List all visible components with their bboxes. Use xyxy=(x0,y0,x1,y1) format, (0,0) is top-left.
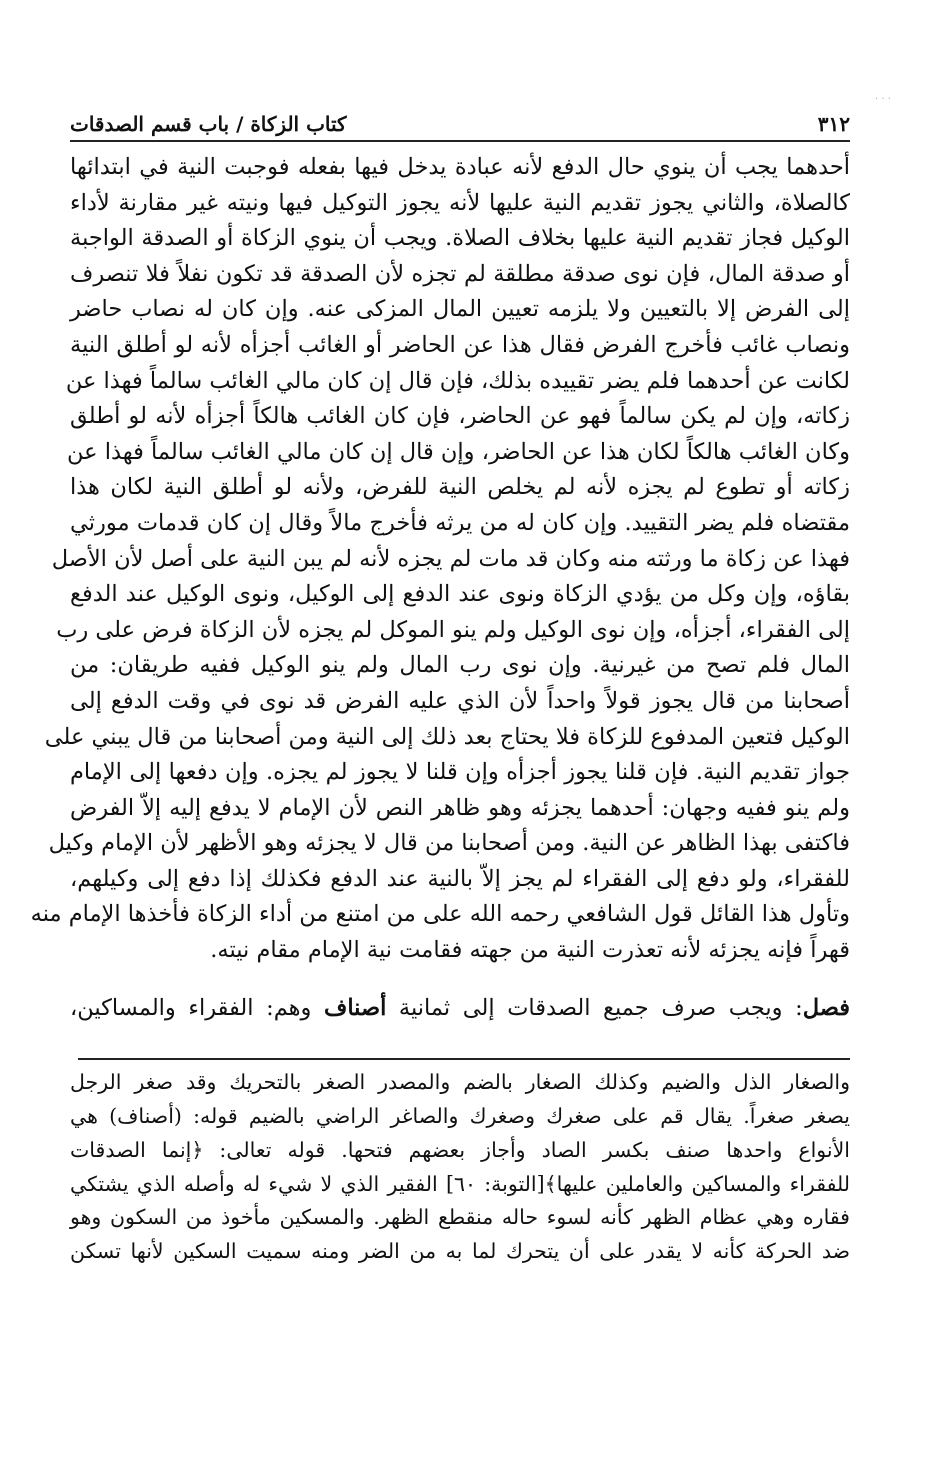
text-line: المال فلم تصح من غيرنية. وإن نوى رب المال ولم ينو الوكيل ففيه طريقان: من xyxy=(70,652,850,679)
text-line: فهذا عن زكاة ما ورثته منه وكان قد مات لم يجزه لأنه لم يبن النية على أصل لأن الأصل xyxy=(51,545,850,572)
text-line: جواز تقديم النية. فإن قلنا يجوز أجزأه وإن قلنا لا يجوز لم يجزه. وإن دفعها إلى الإمام xyxy=(70,759,850,786)
footnote-line: الأنواع واحدها صنف بكسر الصاد وأجاز بعضهم فتحها. قوله تعالى: ﴿إنما الصدقات xyxy=(70,1137,850,1162)
text-line: إلى الفرض إلا بالتعيين ولا يلزمه تعيين المال المزكى عنه. وإن كان له نصاب حاضر xyxy=(70,296,850,323)
text-line: بقاؤه، وإن وكل من يؤدي الزكاة ونوى عند الدفع إلى الوكيل، ونوى الوكيل عند الدفع xyxy=(70,581,850,608)
text-line: زكاته، وإن لم يكن سالماً فهو عن الحاضر، فإن كان الغائب هالكاً أجزأه لأنه لو أطلق xyxy=(70,403,850,430)
text-line: الوكيل فتعين المدفوع للزكاة فلا يحتاج بعد ذلك إلى النية ومن أصحابنا من قال يبني على xyxy=(44,723,850,750)
footnote-line: يصغر صغراً. يقال قم على صغرك وصغرك والصاغر الراضي بالضيم قوله: (أصناف) هي xyxy=(70,1104,850,1129)
text-line: أحدهما يجب أن ينوي حال الدفع لأنه عبادة يدخل فيها بفعله فوجبت النية في ابتدائها xyxy=(70,154,850,180)
fasl-line xyxy=(70,991,850,1027)
page-header xyxy=(70,112,850,140)
text-line: إلى الفقراء، أجزأه، وإن نوى الوكيل ولم ينو الموكل لم يجزه لأن الزكاة فرض على رب xyxy=(56,616,850,643)
footnote-divider xyxy=(78,1058,850,1060)
page-number: ٣١٢ xyxy=(817,112,850,136)
text-line: للفقراء، ولو دفع إلى الفقراء لم يجز إلاّ بالنية عند الدفع فكذلك إذا دفع إلى وكيلهم، xyxy=(70,865,850,892)
text-line: ونصاب غائب فأخرج الفرض فقال هذا عن الحاضر أو الغائب أجزأه لأنه لو أطلق النية xyxy=(70,331,850,358)
text-line: زكاته أو تطوع لم يجزه لأنه لم يخلص النية للفرض، ولأنه لو أطلق النية لكان هذا xyxy=(70,474,850,501)
text-line: مقتضاه فلم يضر التقييد. وإن كان له من يرثه فأخرج مالاً وقال إن كان قدمات مورثي xyxy=(70,509,850,536)
footnote-line: ضد الحركة كأنه لا يقدر على أن يتحرك لما به من الضر ومنه سميت السكين لأنها تسكن xyxy=(70,1239,850,1264)
header-divider xyxy=(70,140,850,142)
text-line: أصحابنا من قال يجوز قولاً واحداً لأن الذي عليه الفرض قد نوى في وقت الدفع إلى xyxy=(70,687,850,714)
main-last-line: قهراً فإنه يجزئه لأنه تعذرت النية من جهته فقامت نية الإمام مقام نيته. xyxy=(210,937,850,964)
footnote-line: للفقراء والمساكين والعاملين عليها﴾[التوبة: ٦٠] الفقير الذي لا شيء له وأصله الذي يشتكي xyxy=(70,1171,850,1196)
scan-mark: · · · xyxy=(875,94,891,105)
text-line: وكان الغائب هالكاً لكان هذا عن الحاضر، وإن قال إن كان مالي الغائب سالماً فهذا عن xyxy=(67,438,850,465)
footnote-line: فقاره وهي عظام الظهر كأنه لسوء حاله منقطع الظهر. والمسكين مأخوذ من السكون وهو xyxy=(70,1205,850,1230)
text-line: أو صدقة المال، فإن نوى صدقة مطلقة لم تجزه لأن الصدقة قد تكون نفلاً فلا تنصرف xyxy=(70,260,850,287)
text-line: ولم ينو ففيه وجهان: أحدهما يجزئه وهو ظاهر النص لأن الإمام لا يدفع إليه إلاّ الفرض xyxy=(70,794,850,821)
text-line: فاكتفى بهذا الظاهر عن النية. ومن أصحابنا من قال لا يجزئه وهو الأظهر لأن الإمام وكيل xyxy=(48,830,850,857)
main-text xyxy=(30,150,850,1026)
book-page xyxy=(30,112,850,1269)
text-line: الوكيل فجاز تقديم النية عليها بخلاف الصلاة. ويجب أن ينوي الزكاة أو الصدقة الواجبة xyxy=(70,225,850,252)
section-gap xyxy=(70,969,850,991)
fasl-text-after: وهم: الفقراء والمساكين، xyxy=(70,994,324,1021)
text-line: كالصلاة، والثاني يجوز تقديم النية عليها لأنه يجوز التوكيل فيها ونيته غير مقارنة لأداء xyxy=(70,189,850,216)
footnote-line: والصغار الذل والضيم وكذلك الصغار بالضم والمصدر الصغر بالتحريك وقد صغر الرجل xyxy=(70,1070,850,1095)
footnotes xyxy=(70,1066,850,1269)
text-line: لكانت عن أحدهما فلم يضر تقييده بذلك، فإن قال إن كان مالي الغائب سالماً فهذا عن xyxy=(65,367,850,394)
fasl-text-before: : ويجب صرف جميع الصدقات إلى ثمانية xyxy=(386,994,803,1021)
text-line: وتأول هذا القائل قول الشافعي رحمه الله على من امتنع من أداء الزكاة فأخذها الإمام منه xyxy=(30,901,850,928)
main-lines xyxy=(30,150,850,933)
fasl-term: أصناف xyxy=(324,994,387,1021)
fasl-label: فصل xyxy=(802,994,850,1021)
running-title: كتاب الزكاة / باب قسم الصدقات xyxy=(70,112,347,136)
